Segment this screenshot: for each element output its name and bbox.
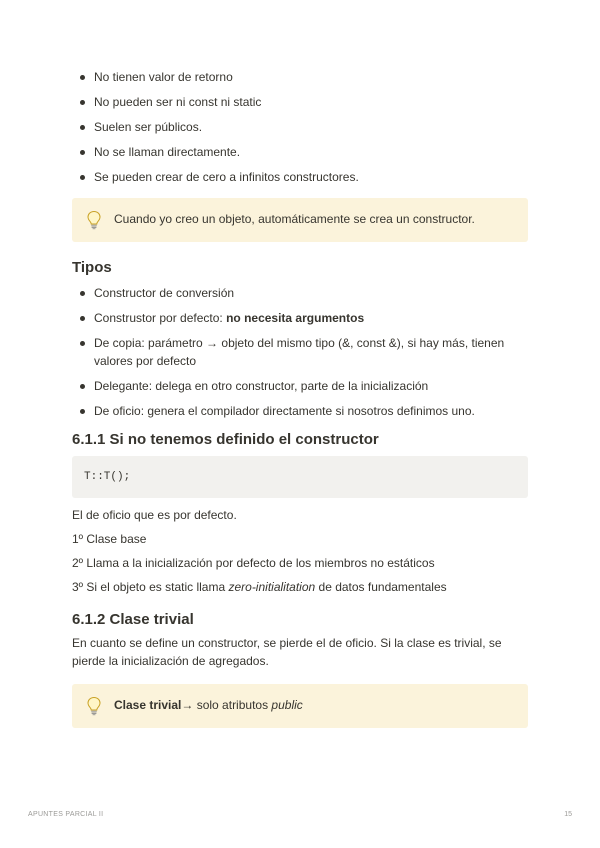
list-item: De oficio: genera el compilador directamente si nosotros definimos uno. [72,402,528,420]
intro-bullet-list [72,68,528,186]
callout-text [114,696,303,714]
page-content [72,68,528,728]
line-suffix: de datos fundamentales [315,580,447,594]
line-prefix: 3º Si el objeto es static llama [72,580,229,594]
list-item: Se pueden crear de cero a infinitos constructores. [72,168,528,186]
section-612-paragraph: En cuanto se define un constructor, se pierde el de oficio. Si la clase es trivial, se pierde la inicialización de agregados. [72,636,502,668]
callout-body: → solo atributos [181,698,272,712]
list-item: Suelen ser públicos. [72,118,528,136]
callout-text: Cuando yo creo un objeto, automáticamente se crea un constructor. [114,212,475,226]
section-612-heading: 6.1.2 Clase trivial [72,611,194,628]
list-item-text: Construstor por defecto: [94,311,227,325]
tipos-heading: Tipos [72,259,112,276]
section-611-heading: 6.1.1 Si no tenemos definido el constructor [72,431,379,448]
lightbulb-icon [86,696,102,716]
tipos-bullet-list [72,284,528,420]
list-item-bold: no necesita argumentos [226,311,365,325]
list-item: No tienen valor de retorno [72,68,528,86]
callout-bold: Clase trivial [114,698,182,712]
list-item: Constructor de conversión [72,284,528,302]
list-item: Delegante: delega en otro constructor, parte de la inicialización [72,377,528,395]
paragraph-line [72,578,528,596]
list-item [72,309,528,327]
paragraph-line: 1º Clase base [72,532,147,546]
line-italic: zero-initialitation [228,580,316,594]
paragraph-line: El de oficio que es por defecto. [72,508,237,522]
lightbulb-icon [86,210,102,230]
callout-italic: public [271,698,303,712]
callout-constructor [72,198,528,242]
page-number: 15 [564,811,572,818]
list-item: De copia: parámetro → objeto del mismo tipo (&, const &), si hay más, tienen valores por defecto [72,334,528,370]
callout-clase-trivial [72,684,528,728]
list-item: No pueden ser ni const ni static [72,93,528,111]
footer-title: APUNTES PARCIAL II [28,811,104,818]
paragraph-line: 2º Llama a la inicialización por defecto de los miembros no estáticos [72,556,435,570]
list-item: No se llaman directamente. [72,143,528,161]
code-block: T::T(); [72,456,528,498]
